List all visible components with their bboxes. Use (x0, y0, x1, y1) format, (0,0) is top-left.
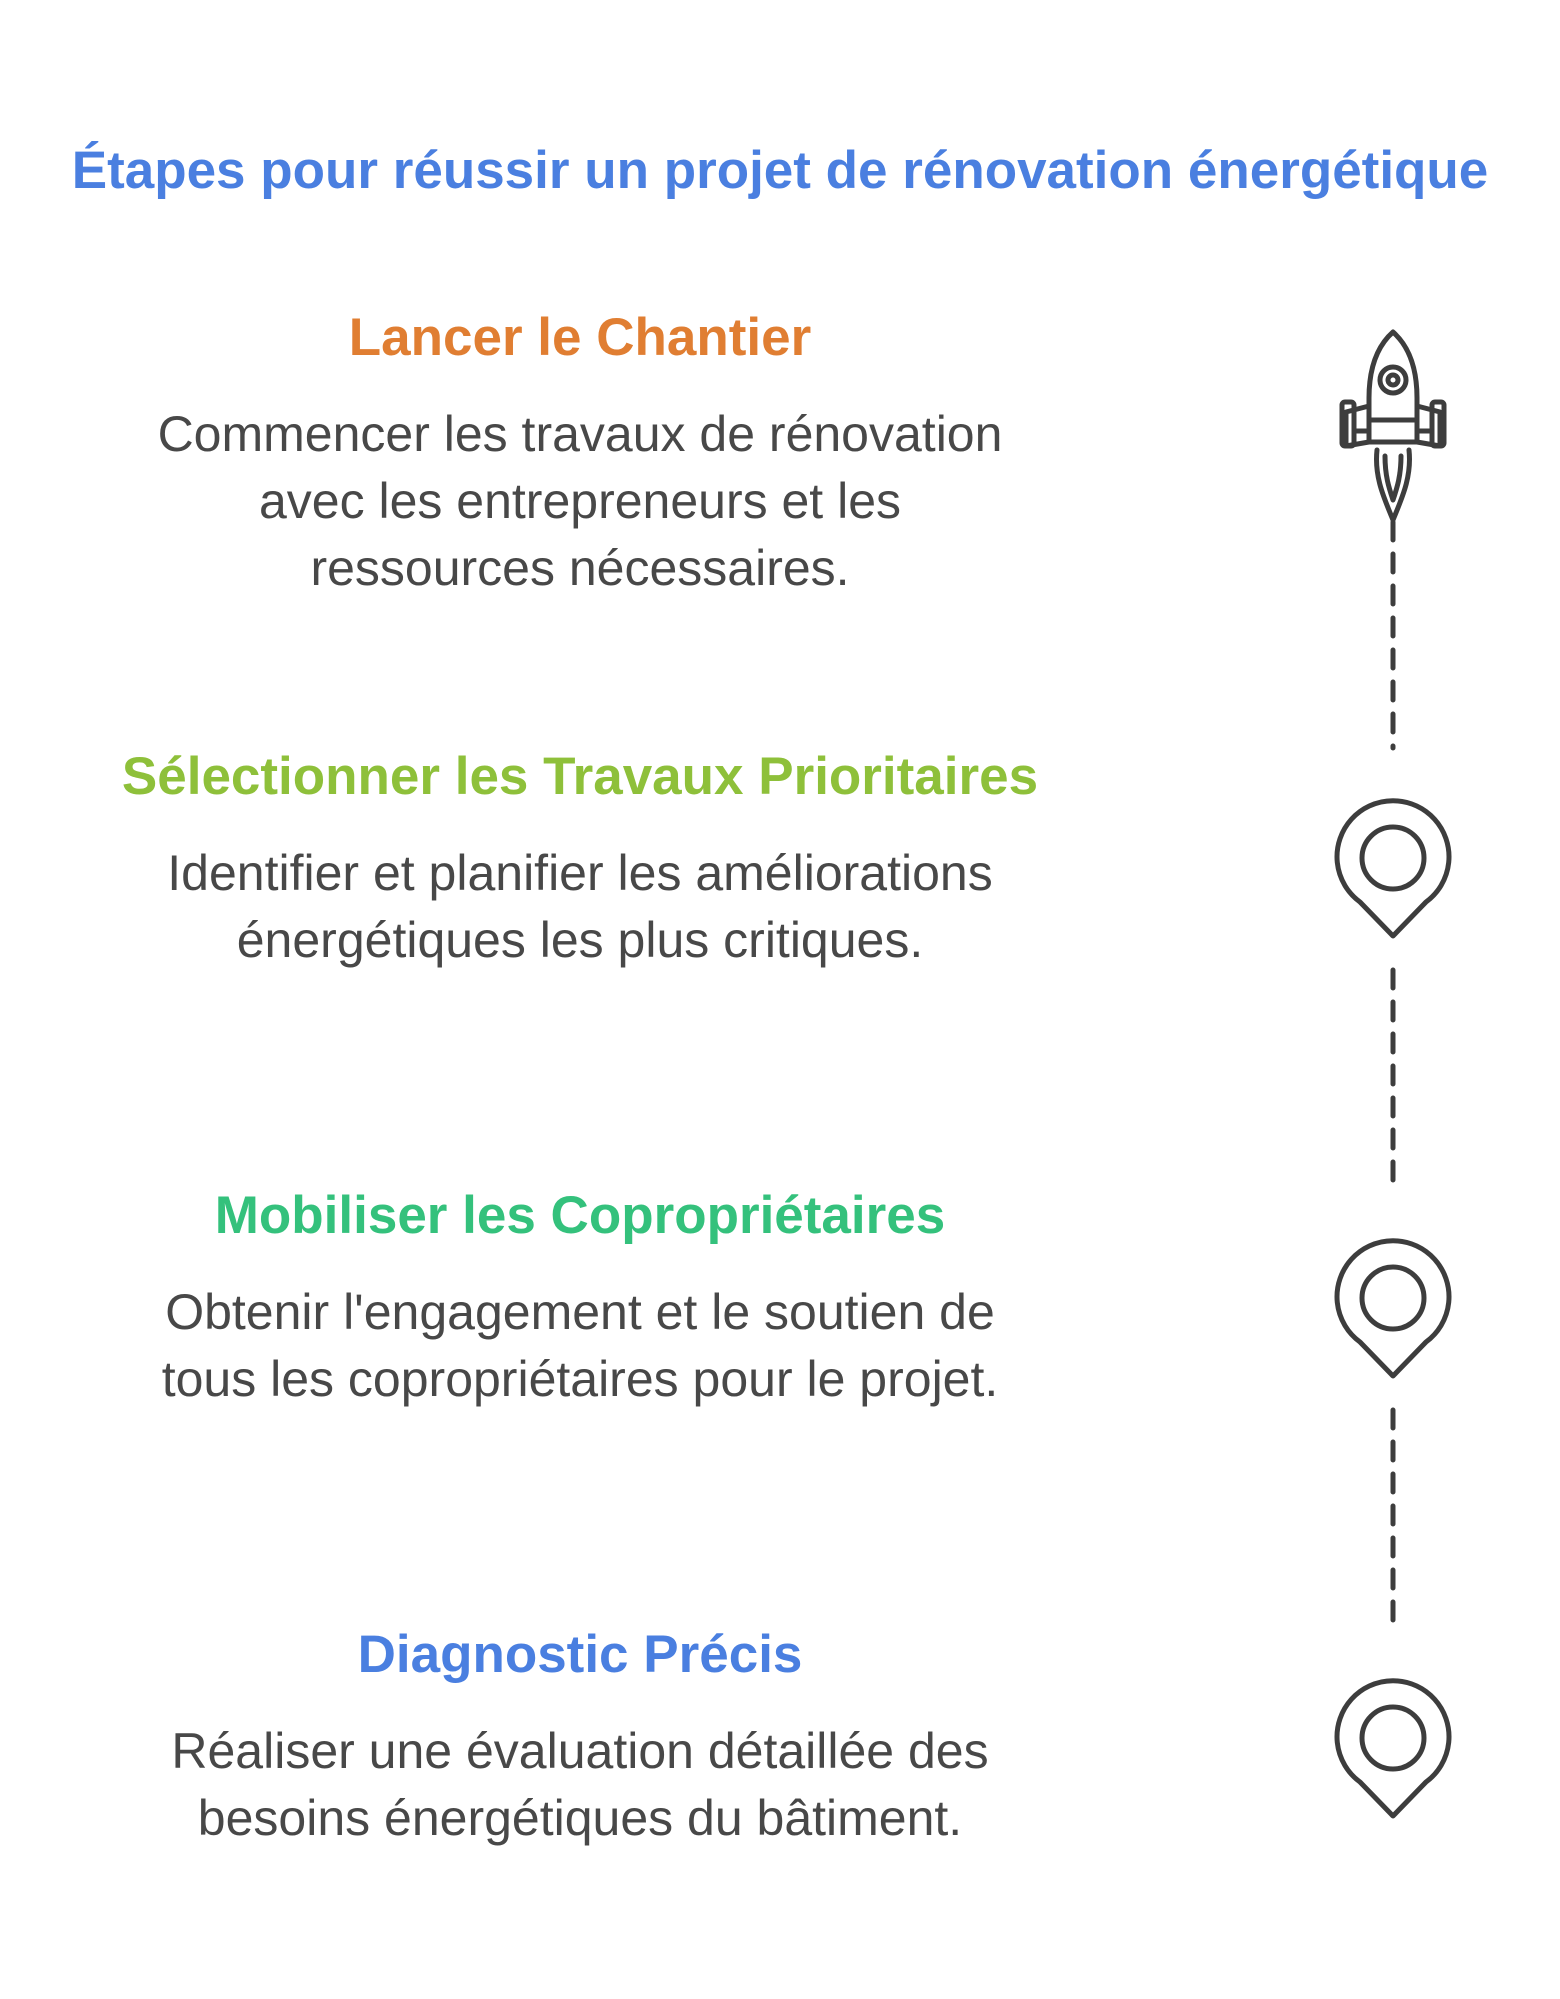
step-title: Mobiliser les Copropriétaires (214, 1186, 946, 1245)
step-mobilize-co-owners (60, 1183, 1100, 1413)
description-line: avec les entrepreneurs et les (258, 473, 902, 529)
description-line: énergétiques les plus critiques. (236, 912, 924, 968)
page-title: Étapes pour réussir un projet de rénovation énergétique (71, 141, 1489, 200)
location-pin-icon (1337, 1241, 1449, 1376)
step-description (60, 401, 1100, 602)
step-title: Diagnostic Précis (357, 1625, 803, 1684)
location-pin-icon (1337, 1681, 1449, 1816)
step-title: Lancer le Chantier (348, 308, 812, 367)
description-line: besoins énergétiques du bâtiment. (197, 1790, 963, 1846)
rocket-icon (1342, 332, 1444, 520)
step-description (60, 1279, 1100, 1413)
step-select-priority-works (60, 744, 1100, 974)
step-title: Sélectionner les Travaux Prioritaires (121, 747, 1039, 806)
description-line: Commencer les travaux de rénovation (157, 406, 1003, 462)
description-line: Obtenir l'engagement et le soutien de (165, 1284, 995, 1340)
step-description (60, 1718, 1100, 1852)
location-pin-icon (1337, 801, 1449, 936)
description-line: tous les copropriétaires pour le projet. (161, 1351, 999, 1407)
description-line: Identifier et planifier les améliorations (167, 845, 993, 901)
step-description (60, 840, 1100, 974)
step-launch-worksite (60, 305, 1100, 602)
description-line: ressources nécessaires. (310, 540, 850, 596)
description-line: Réaliser une évaluation détaillée des (171, 1723, 989, 1779)
step-precise-diagnostic (60, 1622, 1100, 1852)
